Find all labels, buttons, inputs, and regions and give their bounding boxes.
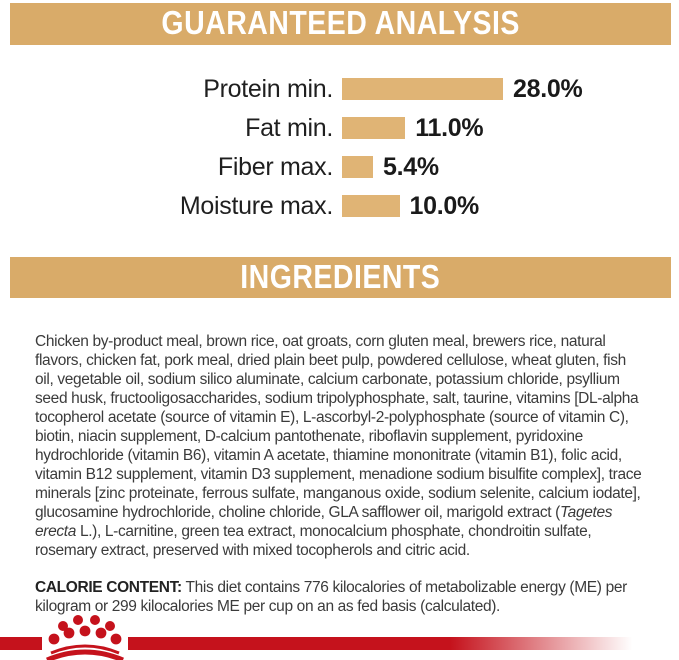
ga-row-label: Moisture max. bbox=[179, 191, 333, 220]
ga-row bbox=[0, 74, 679, 103]
brand-rule-right bbox=[128, 637, 648, 650]
ga-rows bbox=[0, 74, 679, 234]
ga-row-value: 11.0% bbox=[415, 113, 484, 142]
calorie-content-label: CALORIE CONTENT: bbox=[35, 578, 182, 596]
ga-row-value: 10.0% bbox=[409, 191, 479, 220]
calorie-content-paragraph bbox=[35, 578, 647, 616]
ga-row-label: Fat min. bbox=[245, 113, 333, 142]
ingredients-paragraph bbox=[35, 332, 647, 560]
ga-row-bar bbox=[342, 195, 400, 217]
ga-row-bar bbox=[342, 156, 373, 178]
ga-row-value: 5.4% bbox=[383, 152, 439, 181]
ingredients-band bbox=[10, 257, 671, 298]
ga-row-label: Fiber max. bbox=[217, 152, 333, 181]
ga-row-bar bbox=[342, 78, 503, 100]
calorie-content-text: This diet contains 776 kilocalories of metabolizable energy (ME) per kilogram or 299 kilocalories ME per cup on an as fed basis (calculated). bbox=[35, 578, 627, 615]
ingredients-latin-name: Tagetes erecta bbox=[35, 503, 613, 540]
royal-canin-crown-icon bbox=[45, 613, 125, 660]
ga-row bbox=[0, 152, 679, 181]
ingredients-text-part2: L.), L-carnitine, green tea extract, monocalcium phosphate, chondroitin sulfate, rosemary extract, preserved with mixed tocopherols and citric acid. bbox=[35, 522, 592, 559]
guaranteed-analysis-title: GUARANTEED ANALYSIS bbox=[161, 4, 520, 42]
ingredients-text-part1: Chicken by-product meal, brown rice, oat groats, corn gluten meal, brewers rice, natural flavors, chicken fat, pork meal, dried plain beet pulp, powdered cellulose, wheat gluten, fish oil, vegetable oil, sodium silico aluminate, calcium carbonate, potassium chloride, psyllium seed husk, fructooligosaccharides, sodium tripolyphosphate, salt, taurine, vitamins [DL-alpha tocopherol acetate (source of vitamin E), L-ascorbyl-2-polyphosphate (source of vitamin C), biotin, niacin supplement, D-calcium pantothenate, riboflavin supplement, pyridoxine hydrochloride (vitamin B6), vitamin A acetate, thiamine mononitrate (vitamin B1), folic acid, vitamin B12 supplement, vitamin D3 supplement, menadione sodium bisulfite complex], trace minerals [zinc proteinate, ferrous sulfate, manganous oxide, sodium selenite, calcium iodate], glucosamine hydrochloride, choline chloride, GLA safflower oil, marigold extract ( bbox=[35, 332, 642, 521]
ga-row bbox=[0, 113, 679, 142]
brand-rule-left bbox=[0, 637, 42, 650]
guaranteed-analysis-band bbox=[10, 3, 671, 45]
ga-row-label: Protein min. bbox=[203, 74, 333, 103]
ga-row-bar bbox=[342, 117, 405, 139]
ingredients-title: INGREDIENTS bbox=[240, 258, 441, 296]
ga-row-value: 28.0% bbox=[513, 74, 583, 103]
ga-row bbox=[0, 191, 679, 220]
